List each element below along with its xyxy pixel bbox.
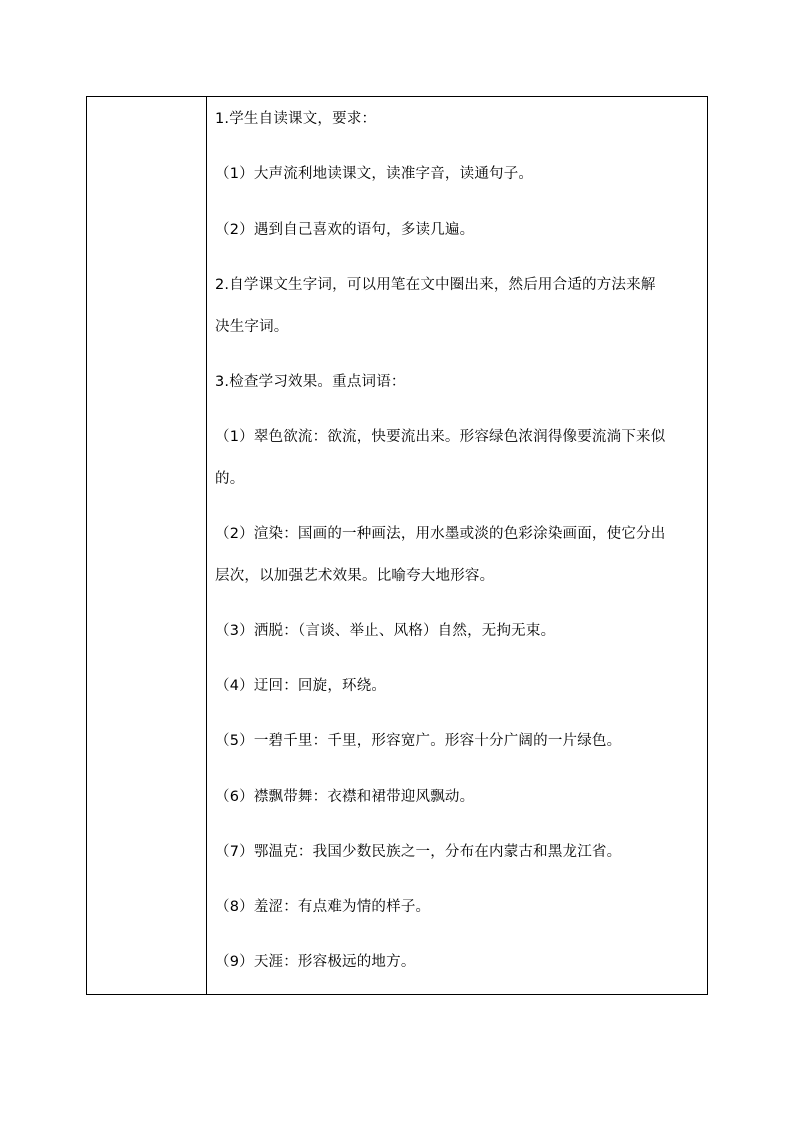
text-line: 2.自学课文生字词，可以用笔在文中圈出来，然后用合适的方法来解 (215, 277, 656, 293)
text-line: （2）渲染：国画的一种画法，用水墨或淡的色彩涂染画面，使它分出 (215, 526, 666, 542)
text-line: 决生字词。 (215, 319, 289, 335)
text-line: （4）迂回：回旋，环绕。 (215, 678, 387, 694)
text-line: 层次，以加强艺术效果。比喻夸大地形容。 (215, 568, 495, 584)
text-line: （5）一碧千里：千里，形容宽广。形容十分广阔的一片绿色。 (215, 733, 622, 749)
text-line: （8）羞涩：有点难为情的样子。 (215, 899, 431, 915)
text-line: 3.检查学习效果。重点词语： (215, 374, 406, 390)
content-cell (207, 97, 707, 994)
text-line: （2）遇到自己喜欢的语句，多读几遍。 (215, 222, 475, 238)
text-line: （9）天涯：形容极远的地方。 (215, 954, 416, 970)
text-line: （3）洒脱：（言谈、举止、风格）自然，无拘无束。 (215, 623, 556, 639)
text-line: 1.学生自读课文，要求： (215, 111, 377, 127)
text-line: 的。 (215, 471, 245, 487)
text-line: （1）大声流利地读课文，读准字音，读通句子。 (215, 166, 534, 182)
text-line: （6）襟飘带舞：衣襟和裙带迎风飘动。 (215, 789, 475, 805)
lesson-table (86, 96, 708, 995)
empty-label-cell (87, 97, 207, 994)
text-line: （1）翠色欲流：欲流，快要流出来。形容绿色浓润得像要流淌下来似 (215, 429, 666, 445)
text-line: （7）鄂温克：我国少数民族之一，分布在内蒙古和黑龙江省。 (215, 844, 622, 860)
